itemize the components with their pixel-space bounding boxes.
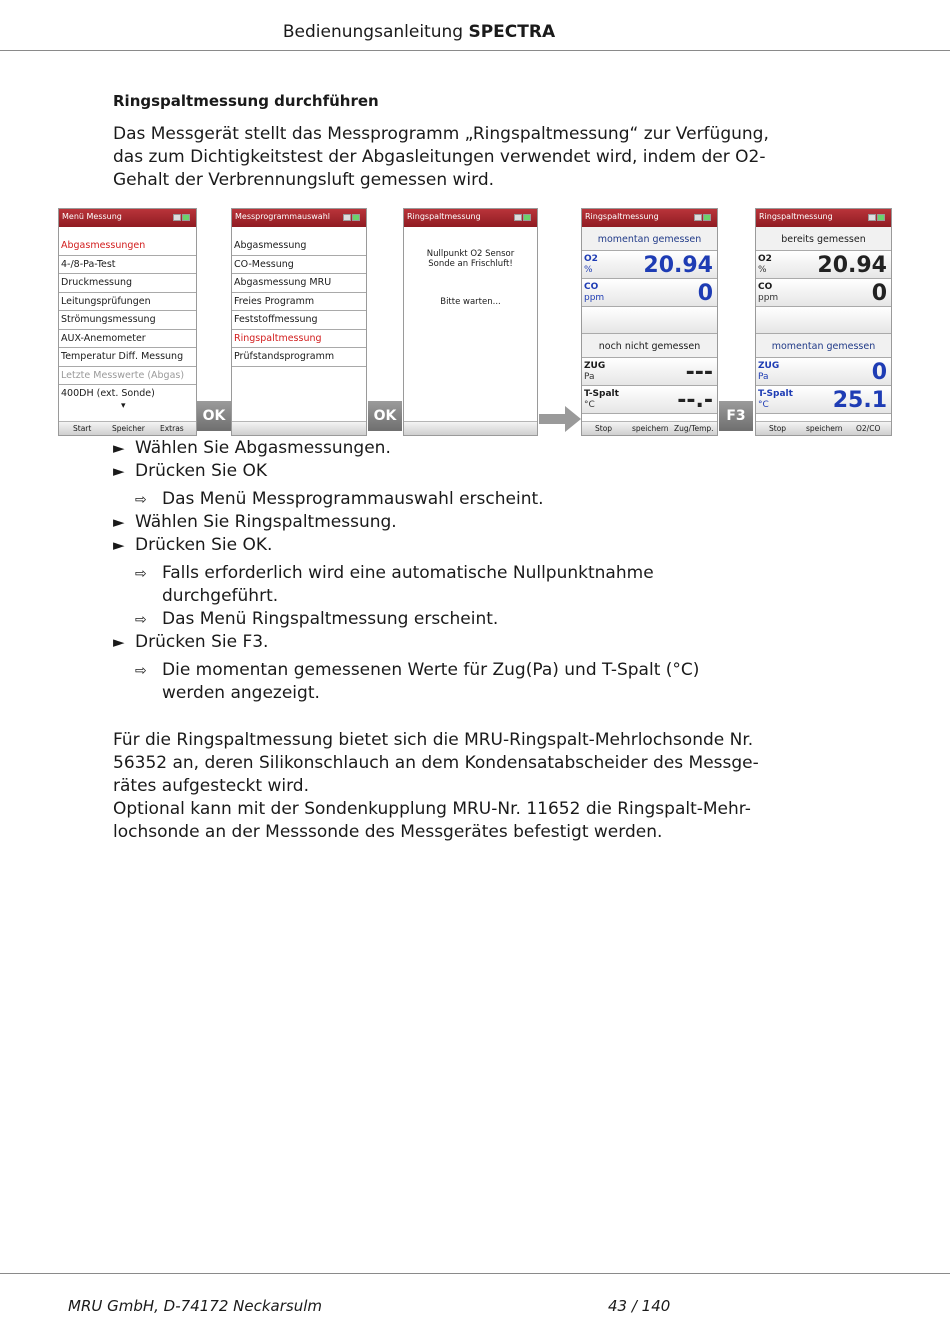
softkey: Start [73,424,92,433]
hollow-arrow-icon: ⇨ [135,492,147,508]
empty-row [756,307,891,334]
screen-title: Ringspaltmessung [582,209,717,227]
menu-item: Druckmessung [59,274,196,293]
measure-header: bereits gemessen [756,227,891,251]
result-step-continued: durchgeführt. [162,586,279,606]
arrow-bullet-icon: ► [113,536,125,554]
co-row: CO ppm 0 [756,279,891,307]
zug-row: ZUG Pa --- [582,358,717,386]
hollow-arrow-icon: ⇨ [135,612,147,628]
zero-message: Nullpunkt O2 Sensor Sonde an Frischluft! Bitte warten... [426,249,515,307]
outro-line: rätes aufgesteckt wird. [113,776,309,796]
menu-item: Feststoffmessung [232,311,366,330]
menu-item: Letzte Messwerte (Abgas) [59,367,196,386]
intro-paragraph [113,123,769,192]
menu-item: Strömungsmessung [59,311,196,330]
battery-icon [693,214,713,222]
intro-line: Gehalt der Verbrennungsluft gemessen wird. [113,170,495,190]
screen-nullpunkt [403,208,538,436]
screen-measure-1 [581,208,718,436]
footer-company: MRU GmbH, D-74172 Neckarsulm [68,1297,322,1315]
screen-title: Ringspaltmessung [404,209,537,227]
outro-line: Für die Ringspaltmessung bietet sich die MRU-Ringspalt-Mehrlochsonde Nr. [113,730,754,750]
action-step: ► Drücken Sie OK. [113,535,273,555]
menu-item: Prüfstandsprogramm [232,348,366,367]
menu-item: 400DH (ext. Sonde) [61,388,155,399]
arrow-bullet-icon: ► [113,439,125,457]
screen-title: Menü Messung [59,209,196,227]
section-heading: Ringspaltmessung durchführen [113,92,379,110]
hollow-arrow-icon: ⇨ [135,663,147,679]
result-step: ⇨ Das Menü Messprogrammauswahl erscheint. [135,489,544,509]
action-step: ► Drücken Sie F3. [113,632,269,652]
action-step: ► Wählen Sie Ringspaltmessung. [113,512,397,532]
ok-key-icon: OK [368,401,402,431]
footer-rule [0,1273,950,1274]
header-rule [0,50,950,51]
result-step: ⇨ Falls erforderlich wird eine automatische Nullpunktnahme [135,563,654,583]
softkey-bar [59,421,196,435]
softkey: speichern [806,424,843,433]
screen-menu-messung [58,208,197,436]
zug-row: ZUG Pa 0 [756,358,891,386]
f3-key-icon: F3 [719,401,753,431]
screen-messprogrammauswahl [231,208,367,436]
arrow-bullet-icon: ► [113,462,125,480]
device-screens-figure [58,208,892,436]
battery-icon [172,214,192,222]
action-step: ► Drücken Sie OK [113,461,267,481]
header-prefix: Bedienungsanleitung [282,22,464,42]
menu-item: Leitungsprüfungen [59,293,196,312]
softkey-bar [232,421,366,435]
softkey-bar [404,421,537,435]
menu-item: Temperatur Diff. Messung [59,348,196,367]
softkey: speichern [632,424,669,433]
outro-line: 56352 an, deren Silikonschlauch an dem Kondensatabscheider des Messge- [113,753,759,773]
softkey: Stop [595,424,613,433]
measure-header: noch nicht gemessen [582,334,717,358]
measure-header: momentan gemessen [756,334,891,358]
softkey: Speicher [112,424,145,433]
ok-key-icon: OK [197,401,231,431]
battery-icon [513,214,533,222]
menu-item: Abgasmessungen [59,237,196,256]
hollow-arrow-icon: ⇨ [135,566,147,582]
co-row: CO ppm 0 [582,279,717,307]
page-number: 43 / 140 [608,1297,671,1315]
o2-row: O2 % 20.94 [756,251,891,279]
action-step: ► Wählen Sie Abgasmessungen. [113,438,391,458]
menu-item: CO-Messung [232,256,366,275]
battery-icon [867,214,887,222]
result-step: ⇨ Die momentan gemessenen Werte für Zug(Pa) und T-Spalt (°C) [135,660,700,680]
battery-icon [342,214,362,222]
measure-header: momentan gemessen [582,227,717,251]
arrow-bullet-icon: ► [113,513,125,531]
result-step: ⇨ Das Menü Ringspaltmessung erscheint. [135,609,499,629]
intro-line: das zum Dichtigkeitstest der Abgasleitungen verwendet wird, indem der O2- [113,147,766,167]
screen-measure-2 [755,208,892,436]
outro-line: Optional kann mit der Sondenkupplung MRU-Nr. 11652 die Ringspalt-Mehr- [113,799,751,819]
arrow-right-icon [539,406,581,432]
softkey-bar [756,421,891,435]
empty-row [582,307,717,334]
softkey: O2/CO [856,424,881,433]
menu-item: Abgasmessung MRU [232,274,366,293]
softkey: Zug/Temp. [674,424,714,433]
menu-item: Freies Programm [232,293,366,312]
menu-item: 4-/8-Pa-Test [59,256,196,275]
page-header [0,22,838,42]
screen-title: Messprogrammauswahl [232,209,366,227]
softkey: Extras [160,424,184,433]
outro-paragraph [113,729,759,844]
scroll-down-icon: ▾ [121,401,126,411]
menu-item: Ringspaltmessung [232,330,366,349]
menu-item: AUX-Anemometer [59,330,196,349]
result-step-continued: werden angezeigt. [162,683,320,703]
header-product: SPECTRA [468,22,556,42]
screen-title: Ringspaltmessung [756,209,891,227]
softkey: Stop [769,424,787,433]
tspalt-row: T-Spalt °C 25.1 [756,386,891,414]
arrow-bullet-icon: ► [113,633,125,651]
menu-item: Abgasmessung [232,237,366,256]
o2-row: O2 % 20.94 [582,251,717,279]
tspalt-row: T-Spalt °C --.- [582,386,717,414]
softkey-bar [582,421,717,435]
outro-line: lochsonde an der Messsonde des Messgerätes befestigt werden. [113,822,663,842]
intro-line: Das Messgerät stellt das Messprogramm „Ringspaltmessung“ zur Verfügung, [113,124,769,144]
